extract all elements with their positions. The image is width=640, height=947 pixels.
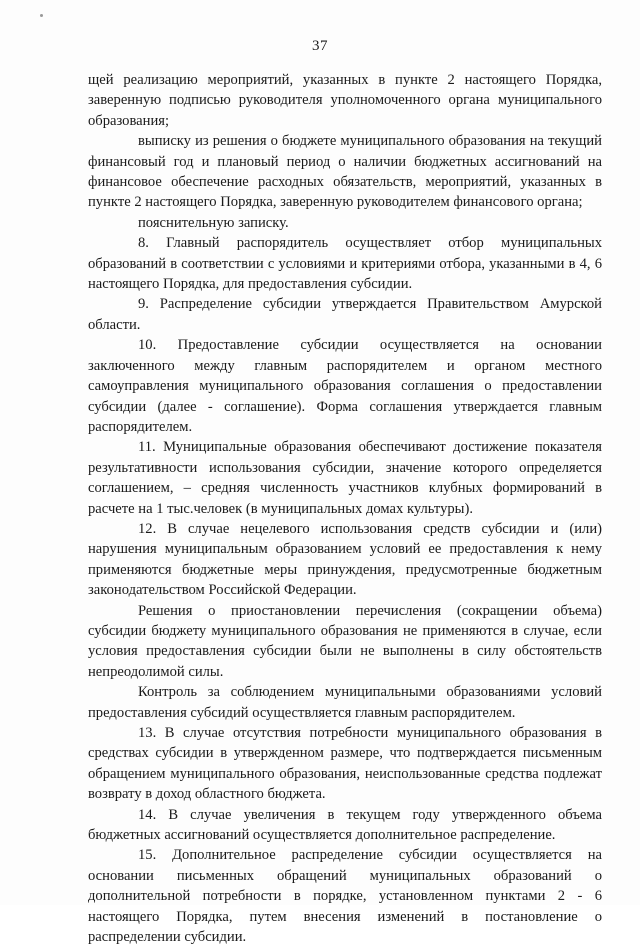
paragraph: 15. Дополнительное распределение субсидии осуществляется на основании письменных обращений муниципальных образований о дополнительной потребности в порядке, установленном пунктами 2 - 6 настоящего Порядка, путем внесения изменений в постановление о распределении субсидии. — [88, 847, 602, 946]
paragraph: 8. Главный распорядитель осуществляет отбор муниципальных образований в соответствии с условиями и критериями отбора, указанными в 4, 6 настоящего Порядка, для предоставления субсидии. — [88, 235, 602, 293]
paragraph: 9. Распределение субсидии утверждается Правительством Амурской области. — [88, 296, 602, 333]
paragraph: 10. Предоставление субсидии осуществляется на основании заключенного между главным распорядителем и органом местного самоуправления муниципального образования соглашения о предоставлении субсидии (далее - соглашение). Форма соглашения утверждается главным распорядителем. — [88, 337, 602, 435]
page-number: 37 — [312, 38, 328, 54]
paragraph: щей реализацию мероприятий, указанных в пункте 2 настоящего Порядка, заверенную подписью руководителя уполномоченного органа муниципального образования; — [88, 72, 602, 129]
paragraph: 14. В случае увеличения в текущем году утвержденного объема бюджетных ассигнований осуществляется дополнительное распределение. — [88, 806, 602, 844]
paragraph: 12. В случае нецелевого использования средств субсидии и (или) нарушения муниципальным образованием условий ее предоставления к нему применяются бюджетные меры принуждения, предусмотренные бюджетным законодательством Российской Федерации. — [88, 520, 602, 599]
paragraph: Контроль за соблюдением муниципальными образованиями условий предоставления субсидий осуществляется главным распорядителем. — [88, 684, 602, 721]
paragraph: пояснительную записку. — [138, 214, 289, 231]
paragraph: Решения о приостановлении перечисления (сокращении объема) субсидии бюджету муниципального образования не применяются в случае, если условия предоставления субсидии были не выполнены в силу обстоятельств непреодолимой силы. — [88, 602, 602, 680]
paragraph: 13. В случае отсутствия потребности муниципального образования в средствах субсидии в утвержденном размере, что подтверждается письменным обращением муниципального образования, неиспользованные средства подлежат возврату в доход областного бюджета. — [88, 725, 602, 803]
paragraph: выписку из решения о бюджете муниципального образования на текущий финансовый год и плановый период о наличии бюджетных ассигнований на финансовое обеспечение расходных обязательств, мероприятий, указанных в пункте 2 настоящего Порядка, заверенную руководителем финансового органа; — [88, 133, 602, 211]
document-body — [88, 70, 602, 947]
paragraph: 11. Муниципальные образования обеспечивают достижение показателя результативности использования субсидии, значение которого определяется соглашением, – средняя численность участников клубных формирований в расчете на 1 тыс.человек (в муниципальных домах культуры). — [88, 439, 602, 517]
scan-speck — [40, 14, 43, 17]
